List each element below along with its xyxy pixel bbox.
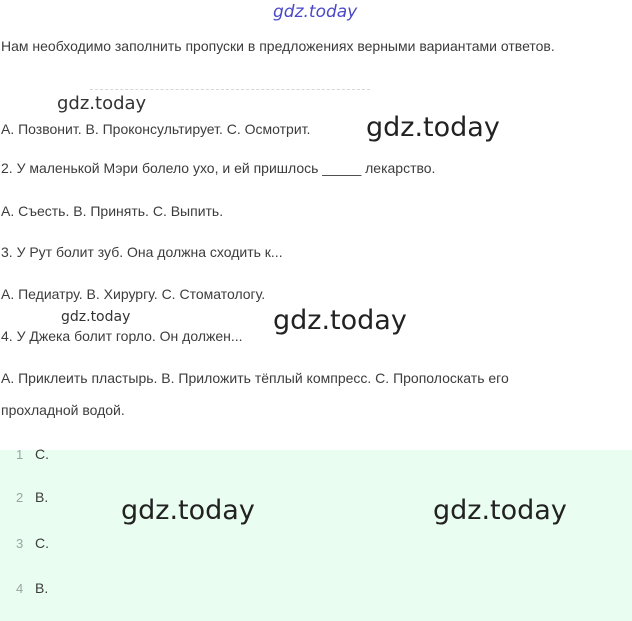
watermark: gdz.today <box>366 112 500 143</box>
q3-text: 3. У Рут болит зуб. Она должна сходить к... <box>1 244 283 260</box>
answer-item <box>16 489 48 505</box>
answer-number: 2 <box>16 490 24 505</box>
q3-options: A. Педиатру. B. Хирургу. C. Стоматологу. <box>1 286 266 302</box>
answer-item <box>16 446 49 462</box>
q1-options: A. Позвонит. B. Проконсультирует. C. Осмотрит. <box>1 121 311 137</box>
answer-item <box>16 535 49 551</box>
watermark: gdz.today <box>433 495 567 526</box>
answer-value: C. <box>35 535 49 551</box>
q2-text: 2. У маленькой Мэри болело ухо, и ей пришлось _____ лекарство. <box>1 160 436 176</box>
watermark: gdz.today <box>273 305 407 336</box>
answer-number: 4 <box>16 581 24 596</box>
answer-value: C. <box>35 446 49 462</box>
intro-text: Нам необходимо заполнить пропуски в предложениях верными вариантами ответов. <box>1 38 555 54</box>
watermark: gdz.today <box>61 309 131 325</box>
answer-value: B. <box>35 580 49 596</box>
answer-number: 3 <box>16 536 24 551</box>
q2-options: A. Съесть. B. Принять. C. Выпить. <box>1 203 224 219</box>
answer-value: B. <box>35 489 49 505</box>
watermark-top: gdz.today <box>273 2 358 22</box>
q4-options-line1: A. Приклеить пластырь. B. Приложить тёплый компресс. C. Прополоскать его <box>1 370 509 386</box>
q4-options-line2: прохладной водой. <box>1 402 125 418</box>
q4-text: 4. У Джека болит горло. Он должен... <box>1 328 243 344</box>
answer-item <box>16 580 48 596</box>
watermark: gdz.today <box>57 93 147 114</box>
answer-number: 1 <box>16 447 24 462</box>
watermark: gdz.today <box>121 495 255 526</box>
answers-panel <box>0 446 632 621</box>
